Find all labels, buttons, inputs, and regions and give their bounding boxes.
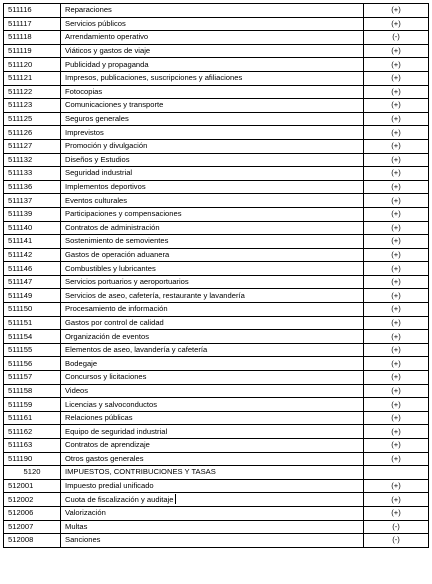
account-name-cell — [61, 71, 364, 85]
table-row — [4, 520, 429, 534]
account-name-text: Organización de eventos — [65, 331, 150, 341]
nature-sign-cell: (+) — [364, 235, 429, 249]
table-row — [4, 153, 429, 167]
account-code-cell: 511123 — [4, 99, 61, 113]
account-code-cell: 511117 — [4, 17, 61, 31]
account-code-cell: 511136 — [4, 180, 61, 194]
nature-sign-cell: (+) — [364, 248, 429, 262]
account-code-cell: 511158 — [4, 384, 61, 398]
account-name-cell — [61, 371, 364, 385]
account-name-text: Servicios públicos — [65, 18, 126, 28]
account-name-text: Contratos de aprendizaje — [65, 440, 150, 450]
account-name-cell — [61, 330, 364, 344]
account-name-text: Bodegaje — [65, 358, 98, 368]
account-code-cell: 511150 — [4, 303, 61, 317]
account-code-cell: 511125 — [4, 112, 61, 126]
table-row — [4, 207, 429, 221]
table-row — [4, 126, 429, 140]
account-name-cell — [61, 303, 364, 317]
account-code-cell: 511159 — [4, 398, 61, 412]
nature-sign-cell: (+) — [364, 4, 429, 18]
account-code-cell: 511122 — [4, 85, 61, 99]
nature-sign-cell: (+) — [364, 275, 429, 289]
group-header-row — [4, 466, 429, 480]
account-name-text: Implementos deportivos — [65, 182, 146, 192]
table-row — [4, 112, 429, 126]
nature-sign-cell: (+) — [364, 398, 429, 412]
account-name-text: Viáticos y gastos de viaje — [65, 46, 151, 56]
account-name-cell — [61, 221, 364, 235]
account-name-cell — [61, 520, 364, 534]
account-code-cell: 512001 — [4, 479, 61, 493]
nature-sign-cell — [364, 466, 429, 480]
table-row — [4, 167, 429, 181]
text-cursor — [175, 494, 176, 504]
table-row — [4, 384, 429, 398]
account-name-text: Sostenimiento de semovientes — [65, 236, 169, 246]
account-name-cell — [61, 452, 364, 466]
account-code-cell: 511133 — [4, 167, 61, 181]
table-row — [4, 289, 429, 303]
account-code-cell: 511151 — [4, 316, 61, 330]
account-name-text: Publicidad y propaganda — [65, 59, 149, 69]
account-name-cell — [61, 289, 364, 303]
account-name-text: Seguros generales — [65, 114, 129, 124]
nature-sign-cell: (+) — [364, 425, 429, 439]
account-code-cell: 511119 — [4, 44, 61, 58]
table-row — [4, 303, 429, 317]
nature-sign-cell: (+) — [364, 58, 429, 72]
account-code-cell: 511126 — [4, 126, 61, 140]
table-row — [4, 58, 429, 72]
account-code-cell: 511127 — [4, 139, 61, 153]
nature-sign-cell: (+) — [364, 439, 429, 453]
account-name-text: Concursos y licitaciones — [65, 372, 147, 382]
nature-sign-cell: (+) — [364, 126, 429, 140]
nature-sign-cell: (+) — [364, 17, 429, 31]
account-code-cell: 512002 — [4, 493, 61, 507]
account-name-cell — [61, 4, 364, 18]
account-name-text: Arrendamiento operativo — [65, 32, 149, 42]
account-name-text: Diseños y Estudios — [65, 154, 130, 164]
account-name-text: Otros gastos generales — [65, 453, 144, 463]
account-code-cell: 511140 — [4, 221, 61, 235]
table-row — [4, 506, 429, 520]
account-name-cell — [61, 194, 364, 208]
account-name-cell — [61, 153, 364, 167]
account-name-cell — [61, 425, 364, 439]
account-name-cell — [61, 112, 364, 126]
account-code-cell: 511116 — [4, 4, 61, 18]
account-name-cell — [61, 398, 364, 412]
account-name-text: Combustibles y lubricantes — [65, 263, 156, 273]
account-name-cell — [61, 262, 364, 276]
account-name-text: Servicios portuarios y aeroportuarios — [65, 277, 189, 287]
account-name-cell — [61, 357, 364, 371]
nature-sign-cell: (+) — [364, 357, 429, 371]
account-code-cell: 511190 — [4, 452, 61, 466]
account-name-text: Participaciones y compensaciones — [65, 209, 182, 219]
account-name-cell — [61, 207, 364, 221]
table-row — [4, 343, 429, 357]
account-code-cell: 511146 — [4, 262, 61, 276]
nature-sign-cell: (+) — [364, 71, 429, 85]
nature-sign-cell: (+) — [364, 44, 429, 58]
table-row — [4, 493, 429, 507]
account-name-cell — [61, 506, 364, 520]
table-row — [4, 262, 429, 276]
account-name-cell — [61, 235, 364, 249]
nature-sign-cell: (+) — [364, 289, 429, 303]
account-name-cell — [61, 479, 364, 493]
account-name-cell — [61, 17, 364, 31]
account-code-cell: 511157 — [4, 371, 61, 385]
account-name-cell — [61, 384, 364, 398]
table-row — [4, 330, 429, 344]
account-code-cell: 511142 — [4, 248, 61, 262]
account-code-cell: 511155 — [4, 343, 61, 357]
nature-sign-cell: (+) — [364, 371, 429, 385]
account-name-text: Comunicaciones y transporte — [65, 100, 164, 110]
account-name-text: Valorización — [65, 508, 106, 518]
accounts-table-body — [4, 4, 429, 548]
account-name-cell — [61, 248, 364, 262]
account-code-cell: 512006 — [4, 506, 61, 520]
account-name-text: Multas — [65, 521, 88, 531]
nature-sign-cell: (+) — [364, 411, 429, 425]
nature-sign-cell: (+) — [364, 194, 429, 208]
account-code-cell: 511163 — [4, 439, 61, 453]
account-name-text: Procesamiento de información — [65, 304, 168, 314]
nature-sign-cell: (+) — [364, 316, 429, 330]
account-code-cell: 511141 — [4, 235, 61, 249]
nature-sign-cell: (+) — [364, 85, 429, 99]
account-code-cell: 511147 — [4, 275, 61, 289]
account-name-cell — [61, 167, 364, 181]
table-row — [4, 534, 429, 548]
nature-sign-cell: (+) — [364, 303, 429, 317]
account-name-text: Cuota de fiscalización y auditaje — [65, 494, 174, 504]
account-name-text: IMPUESTOS, CONTRIBUCIONES Y TASAS — [65, 467, 216, 477]
table-row — [4, 4, 429, 18]
table-row — [4, 235, 429, 249]
account-name-text: Promoción y divulgación — [65, 141, 148, 151]
account-name-text: Impresos, publicaciones, suscripciones y afiliaciones — [65, 73, 243, 83]
account-name-text: Gastos de operación aduanera — [65, 249, 170, 259]
nature-sign-cell: (+) — [364, 493, 429, 507]
table-row — [4, 398, 429, 412]
account-name-text: Videos — [65, 385, 89, 395]
account-code-cell: 511120 — [4, 58, 61, 72]
account-name-cell — [61, 439, 364, 453]
table-row — [4, 371, 429, 385]
table-row — [4, 411, 429, 425]
account-name-text: Imprevistos — [65, 127, 104, 137]
account-name-cell — [61, 44, 364, 58]
account-name-cell — [61, 316, 364, 330]
account-code-cell: 511132 — [4, 153, 61, 167]
account-name-cell — [61, 275, 364, 289]
nature-sign-cell: (+) — [364, 221, 429, 235]
nature-sign-cell: (+) — [364, 343, 429, 357]
account-name-cell — [61, 58, 364, 72]
account-name-text: Gastos por control de calidad — [65, 317, 164, 327]
nature-sign-cell: (+) — [364, 207, 429, 221]
account-name-cell — [61, 126, 364, 140]
account-name-text: Licencias y salvoconductos — [65, 399, 158, 409]
account-name-text: Relaciones públicas — [65, 413, 133, 423]
account-name-cell — [61, 139, 364, 153]
table-row — [4, 221, 429, 235]
table-row — [4, 316, 429, 330]
accounts-table — [3, 3, 429, 548]
account-code-cell: 512008 — [4, 534, 61, 548]
account-name-cell[interactable] — [61, 493, 364, 507]
table-row — [4, 71, 429, 85]
account-name-text: Equipo de seguridad industrial — [65, 426, 168, 436]
nature-sign-cell: (+) — [364, 180, 429, 194]
account-code-cell: 511121 — [4, 71, 61, 85]
account-name-text: Contratos de administración — [65, 222, 160, 232]
table-row — [4, 425, 429, 439]
account-name-text: Impuesto predial unificado — [65, 481, 154, 491]
nature-sign-cell: (+) — [364, 153, 429, 167]
table-row — [4, 194, 429, 208]
account-code-cell: 512007 — [4, 520, 61, 534]
nature-sign-cell: (-) — [364, 534, 429, 548]
account-name-cell — [61, 534, 364, 548]
account-code-cell: 511161 — [4, 411, 61, 425]
nature-sign-cell: (+) — [364, 112, 429, 126]
account-name-cell — [61, 99, 364, 113]
nature-sign-cell: (+) — [364, 99, 429, 113]
table-row — [4, 139, 429, 153]
nature-sign-cell: (+) — [364, 167, 429, 181]
account-name-text: Seguridad industrial — [65, 168, 133, 178]
account-name-text: Elementos de aseo, lavandería y cafetería — [65, 345, 208, 355]
account-code-cell: 511137 — [4, 194, 61, 208]
account-code-cell: 511156 — [4, 357, 61, 371]
nature-sign-cell: (+) — [364, 384, 429, 398]
account-code-cell: 511139 — [4, 207, 61, 221]
table-row — [4, 357, 429, 371]
nature-sign-cell: (+) — [364, 452, 429, 466]
account-name-text: Sanciones — [65, 535, 101, 545]
nature-sign-cell: (+) — [364, 330, 429, 344]
account-name-text: Eventos culturales — [65, 195, 128, 205]
account-name-cell — [61, 343, 364, 357]
table-row — [4, 85, 429, 99]
table-row — [4, 479, 429, 493]
table-row — [4, 275, 429, 289]
nature-sign-cell: (-) — [364, 520, 429, 534]
account-name-text: Reparaciones — [65, 5, 112, 15]
table-row — [4, 439, 429, 453]
nature-sign-cell: (+) — [364, 139, 429, 153]
account-code-cell: 5120 — [4, 466, 61, 480]
account-code-cell: 511149 — [4, 289, 61, 303]
table-row — [4, 452, 429, 466]
account-name-cell — [61, 466, 364, 480]
table-row — [4, 44, 429, 58]
account-code-cell: 511162 — [4, 425, 61, 439]
table-row — [4, 180, 429, 194]
table-row — [4, 99, 429, 113]
nature-sign-cell: (-) — [364, 31, 429, 45]
table-row — [4, 248, 429, 262]
account-name-text: Fotocopias — [65, 86, 103, 96]
account-code-cell: 511154 — [4, 330, 61, 344]
nature-sign-cell: (+) — [364, 506, 429, 520]
account-code-cell: 511118 — [4, 31, 61, 45]
account-name-text: Servicios de aseo, cafetería, restaurante y lavandería — [65, 290, 245, 300]
nature-sign-cell: (+) — [364, 479, 429, 493]
nature-sign-cell: (+) — [364, 262, 429, 276]
account-name-cell — [61, 180, 364, 194]
account-name-cell — [61, 411, 364, 425]
table-row — [4, 17, 429, 31]
table-row — [4, 31, 429, 45]
account-name-cell — [61, 31, 364, 45]
account-name-cell — [61, 85, 364, 99]
